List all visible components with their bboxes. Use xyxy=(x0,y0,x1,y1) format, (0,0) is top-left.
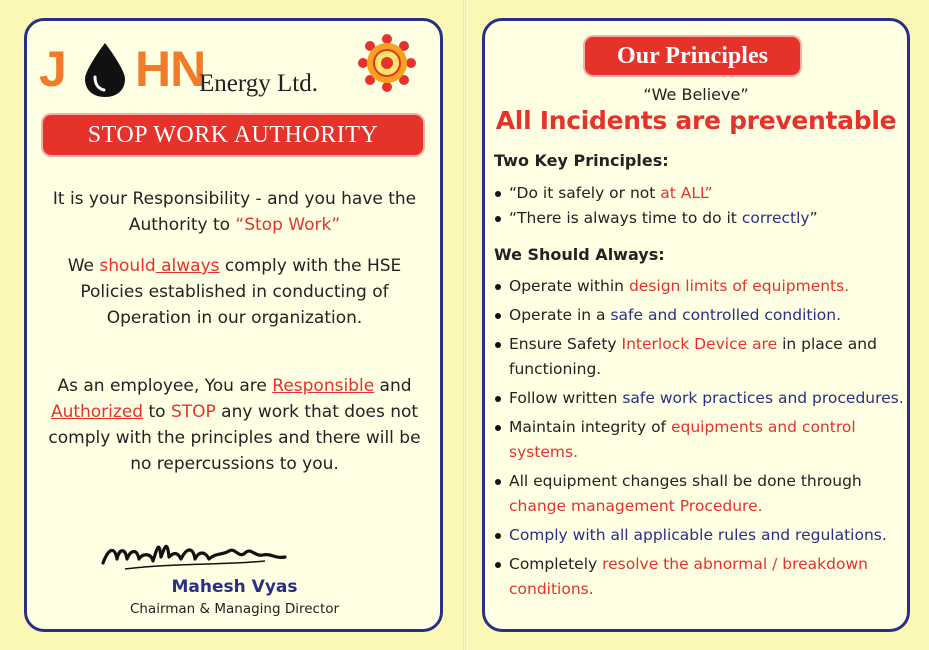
principles-card xyxy=(482,18,910,632)
signatory-name: Mahesh Vyas xyxy=(171,577,298,597)
should-always-list xyxy=(494,274,906,606)
item-highlight: safe and controlled condition. xyxy=(610,306,841,324)
list-item xyxy=(494,303,906,328)
item-highlight: resolve the abnormal / breakdown conditions. xyxy=(509,555,868,598)
item-text: Operate in a xyxy=(509,306,611,324)
principle-text: “There is always time to do it xyxy=(509,209,742,227)
stop-highlight: STOP xyxy=(170,402,216,422)
oil-drop-icon xyxy=(77,41,133,99)
principle-text: “Do it safely or not xyxy=(509,184,661,202)
principle-highlight: at ALL” xyxy=(660,184,713,202)
logo-letter-j: J xyxy=(39,41,66,97)
list-item xyxy=(494,181,906,206)
responsibility-paragraph xyxy=(47,186,422,238)
para3-text-a: As an employee, You are xyxy=(57,376,273,396)
para2-text-d: comply with the HSE Policies established in conducting of Operation in our organization. xyxy=(80,256,402,328)
item-highlight: equipments and control systems. xyxy=(509,418,856,461)
authorized-highlight: Authorized xyxy=(50,402,144,422)
item-text: Ensure Safety xyxy=(509,335,622,353)
should-highlight: should xyxy=(99,256,156,276)
para3-text-e: to xyxy=(143,402,171,422)
list-item xyxy=(494,415,906,465)
principle-text-end: ” xyxy=(809,209,818,227)
list-item xyxy=(494,386,906,411)
handwritten-signature xyxy=(95,529,375,575)
item-text-end: in place and functioning. xyxy=(509,335,877,378)
should-always-heading: We Should Always: xyxy=(494,245,665,264)
key-principles-list xyxy=(494,181,906,231)
item-highlight: change management Procedure. xyxy=(509,497,763,515)
principle-highlight: correctly xyxy=(741,209,810,227)
item-text: All equipment changes shall be done through xyxy=(509,472,862,490)
employee-paragraph xyxy=(47,373,422,477)
list-item xyxy=(494,332,906,382)
item-text: Follow written xyxy=(509,389,623,407)
para3-text-c: and xyxy=(374,376,412,396)
item-highlight: design limits of equipments. xyxy=(628,277,850,295)
item-text: Operate within xyxy=(509,277,629,295)
list-item xyxy=(494,469,906,519)
responsible-highlight: Responsible xyxy=(272,376,375,396)
logo-subtitle: Energy Ltd. xyxy=(199,70,318,97)
card-fold xyxy=(463,0,466,650)
para3-text-g: any work that does not comply with the principles and there will be no repercussions to you. xyxy=(48,402,421,474)
list-item xyxy=(494,552,906,602)
list-item xyxy=(494,523,906,548)
company-logo xyxy=(39,39,339,99)
para2-text-a: We xyxy=(67,256,100,276)
logo-letters-hn: HN xyxy=(135,41,206,97)
sun-emblem-icon xyxy=(357,33,417,93)
headline: All Incidents are preventable xyxy=(495,106,897,135)
item-highlight: Interlock Device are xyxy=(621,335,778,353)
para1-text: It is your Responsibility - and you have the Authority to xyxy=(52,189,417,235)
stop-work-banner: STOP WORK AUTHORITY xyxy=(43,115,423,155)
principles-banner: Our Principles xyxy=(585,37,800,75)
signatory-title: Chairman & Managing Director xyxy=(129,601,340,617)
item-highlight: safe work practices and procedures. xyxy=(622,389,904,407)
stop-work-card xyxy=(24,18,443,632)
we-believe-tagline: “We Believe” xyxy=(643,85,749,104)
item-text: Comply with all applicable rules and regulations. xyxy=(509,526,887,544)
key-principles-heading: Two Key Principles: xyxy=(494,151,669,170)
list-item xyxy=(494,274,906,299)
stop-work-quote: “Stop Work” xyxy=(235,215,341,235)
compliance-paragraph xyxy=(47,253,422,331)
item-text: Maintain integrity of xyxy=(509,418,671,436)
list-item xyxy=(494,206,906,231)
always-highlight: always xyxy=(155,256,220,276)
item-text: Completely xyxy=(509,555,603,573)
